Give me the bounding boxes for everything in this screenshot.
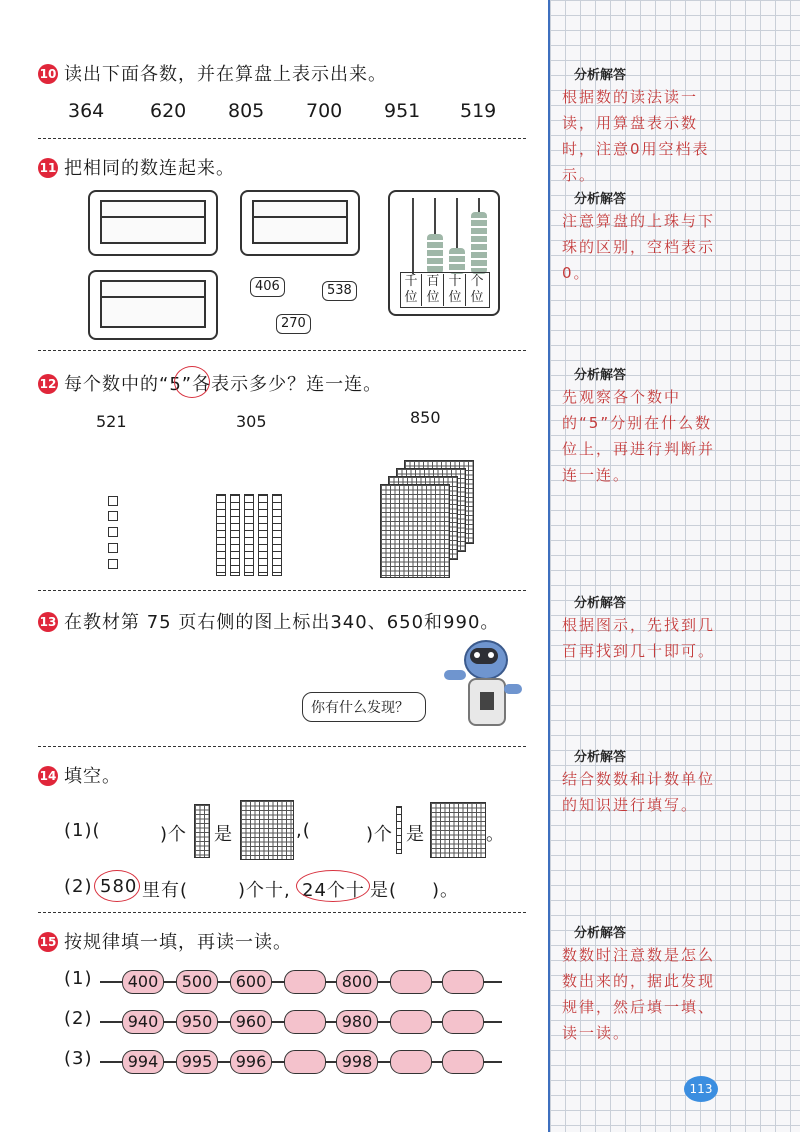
sidebar-text-1: 根据数的读法读一读，用算盘表示数时，注意0用空档表示。 [562,88,710,184]
question-13-text: 在教材第 75 页右侧的图上标出340、650和990。 [64,612,500,633]
q15-row1-cell-7[interactable] [442,970,484,994]
q10-number-3: 805 [228,100,265,122]
q14-blank-2[interactable] [324,820,364,842]
question-12-text: 每个数中的“5”各表示多少？连一连。 [64,374,383,395]
analysis-sidebar [548,0,800,1132]
q14-line1-is: 是 [214,824,233,845]
question-number-10: 10 [38,64,58,84]
abacus-image-2 [240,190,360,256]
q15-row1-cell-4[interactable] [284,970,326,994]
place-hundreds: 百位 [423,274,444,306]
label-box-538: 538 [322,281,357,301]
q14-line2-is: 是( [370,880,398,901]
q15-row3-cell-5: 998 [336,1050,378,1074]
sidebar-title-2: 分析解答 [574,192,627,207]
q14-blank-1[interactable] [104,820,164,842]
q10-number-1: 364 [68,100,105,122]
label-box-270: 270 [276,314,311,334]
place-tens: 十位 [445,274,466,306]
q12-number-2: 305 [236,412,267,431]
q14-line2-tens: )个十, [238,880,291,901]
sidebar-text-2: 注意算盘的上珠与下珠的区别，空档表示0。 [562,212,716,282]
q15-row1-cell-6[interactable] [390,970,432,994]
question-11-text: 把相同的数连起来。 [64,158,235,179]
section-divider [38,912,526,913]
sidebar-text-4: 根据图示，先找到几百再找到几十即可。 [562,616,716,660]
q14-line1-open: (1)( [64,820,101,841]
q15-row3-cell-2: 995 [176,1050,218,1074]
q14-blank-3[interactable] [196,876,236,898]
q15-row3-cell-3: 996 [230,1050,272,1074]
sidebar-title-1: 分析解答 [574,68,627,83]
q14-line1-is2: 是 [406,824,425,845]
q15-row3-cell-4[interactable] [284,1050,326,1074]
q15-row3-cell-6[interactable] [390,1050,432,1074]
q15-row2-cell-1: 940 [122,1010,164,1034]
sidebar-title-3: 分析解答 [574,368,627,383]
q15-row3-cell-1: 994 [122,1050,164,1074]
question-15-text: 按规律填一填，再读一读。 [64,932,292,953]
q15-row2-label: (2) [64,1008,93,1029]
sidebar-title-6: 分析解答 [574,926,627,941]
q10-number-4: 700 [306,100,343,122]
question-number-11: 11 [38,158,58,178]
q10-number-2: 620 [150,100,187,122]
sidebar-text-6: 数数时注意数是怎么数出来的，据此发现规律，然后填一填、读一读。 [562,946,716,1042]
speech-bubble-text: 你有什么发现？ [311,700,409,716]
q15-row3-cell-7[interactable] [442,1050,484,1074]
q14-line2-label: (2) [64,876,93,897]
q15-row2-cell-2: 950 [176,1010,218,1034]
q15-row1-cell-2: 500 [176,970,218,994]
q15-row1-cell-1: 400 [122,970,164,994]
section-divider [38,350,526,351]
red-circle-mark [94,870,140,902]
question-number-13: 13 [38,612,58,632]
q15-row1-cell-5: 800 [336,970,378,994]
abacus-image-1 [88,190,218,256]
q14-line2-has: 里有( [142,880,189,901]
ten-rod-small [396,806,402,854]
counting-frame [388,190,500,316]
q15-row2-cell-6[interactable] [390,1010,432,1034]
question-14-text: 填空。 [64,766,121,787]
red-circle-mark [296,870,370,902]
thousand-cube-1 [240,800,294,860]
label-box-406: 406 [250,277,285,297]
q15-row2-cell-7[interactable] [442,1010,484,1034]
q15-row3-label: (3) [64,1048,93,1069]
sidebar-text-3: 先观察各个数中的“5”分别在什么数位上，再进行判断并连一连。 [562,388,716,484]
q14-line1-close2: )个 [366,824,394,845]
q10-number-5: 951 [384,100,421,122]
question-10-text: 读出下面各数，并在算盘上表示出来。 [64,64,387,85]
q15-row2-cell-3: 960 [230,1010,272,1034]
q14-line2-end: )。 [432,880,460,901]
abacus-image-3 [88,270,218,340]
q14-line1-end: 。 [486,824,505,845]
page-number: 113 [684,1076,718,1102]
question-number-12: 12 [38,374,58,394]
sidebar-text-5: 结合数数和计数单位的知识进行填写。 [562,770,716,814]
q15-row2-cell-4[interactable] [284,1010,326,1034]
hundred-flat-small [194,804,210,858]
q15-row2-cell-5: 980 [336,1010,378,1034]
q14-line1-close: )个 [160,824,188,845]
q12-number-3: 850 [410,408,441,427]
q15-row1-cell-3: 600 [230,970,272,994]
sidebar-title-5: 分析解答 [574,750,627,765]
q10-number-6: 519 [460,100,497,122]
place-thousands: 千位 [401,274,422,306]
speech-bubble [302,692,426,722]
hundred-flat-large [430,802,486,858]
robot-mascot-icon [440,636,526,730]
q15-row1-label: (1) [64,968,93,989]
q14-line1-open2: ,( [296,820,311,841]
q14-line2-24tens: 24个十 [302,880,365,901]
section-divider [38,138,526,139]
q12-number-1: 521 [96,412,127,431]
question-number-15: 15 [38,932,58,952]
section-divider [38,590,526,591]
section-divider [38,746,526,747]
sidebar-title-4: 分析解答 [574,596,627,611]
question-number-14: 14 [38,766,58,786]
q14-line2-number: 580 [100,876,138,897]
red-circle-mark [174,366,210,398]
place-ones: 个位 [470,274,484,305]
